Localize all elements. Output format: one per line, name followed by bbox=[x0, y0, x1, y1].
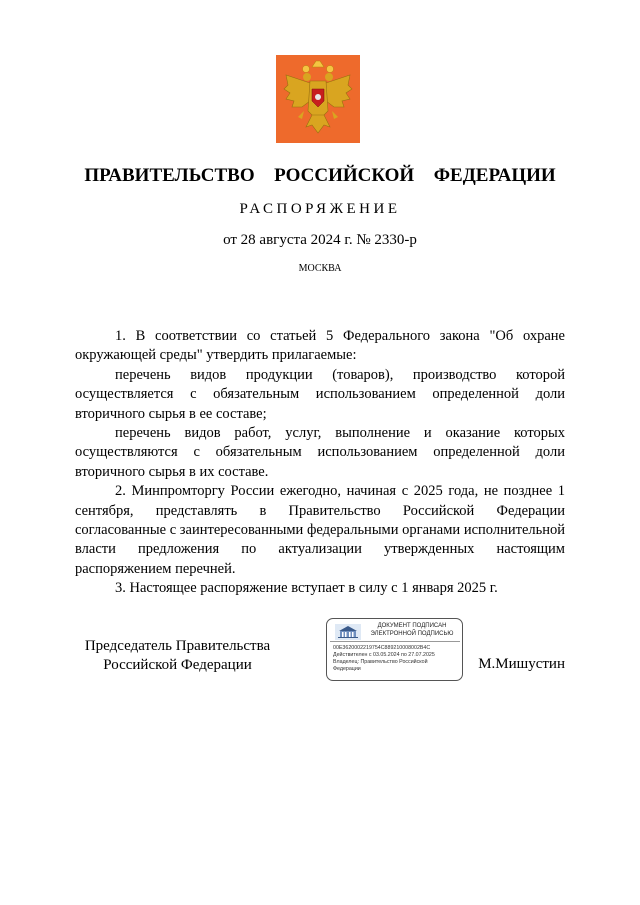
document-body bbox=[75, 327, 565, 599]
stamp-details bbox=[333, 645, 461, 673]
stamp-title-line1: ДОКУМЕНТ ПОДПИСАН bbox=[377, 623, 447, 629]
electronic-signature-stamp bbox=[326, 618, 463, 681]
signatory-name: М.Мишустин bbox=[478, 656, 565, 672]
document-type: РАСПОРЯЖЕНИЕ bbox=[239, 201, 401, 217]
stamp-owner-line2: Федерации bbox=[333, 666, 361, 672]
document-city: МОСКВА bbox=[298, 263, 342, 274]
government-title: ПРАВИТЕЛЬСТВО РОССИЙСКОЙ ФЕДЕРАЦИИ bbox=[84, 165, 556, 186]
document-date-number: от 28 августа 2024 г. № 2330-р bbox=[223, 232, 417, 248]
paragraph-products-list: перечень видов продукции (товаров), производство которой осуществляется с обязательным использованием определенной доли вторичного сырья в ее составе; bbox=[75, 366, 565, 422]
stamp-owner-line1: Владелец: Правительство Российской bbox=[333, 659, 428, 665]
stamp-divider bbox=[330, 641, 460, 642]
stamp-title bbox=[363, 623, 461, 638]
stamp-validity: Действителен с 03.05.2024 по 27.07.2025 bbox=[333, 652, 435, 658]
paragraph-3: 3. Настоящее распоряжение вступает в силу с 1 января 2025 г. bbox=[115, 580, 498, 597]
signatory-position-line1: Председатель Правительства bbox=[84, 638, 271, 654]
paragraph-works-list: перечень видов работ, услуг, выполнение и оказание которых осуществляются с обязательным использованием определенной доли вторичного сырья в их составе. bbox=[75, 425, 565, 480]
signatory-position-line2: Российской Федерации bbox=[103, 657, 252, 673]
paragraph-2: 2. Минпромторгу России ежегодно, начиная с 2025 года, не позднее 1 сентября, представлять в Правительство Российской Федерации согласованные с заинтересованными федеральными органами исполнительной власти предложения по актуализации утвержденных настоящим распоряжением перечней. bbox=[75, 483, 565, 577]
paragraph-1: 1. В соответствии со статьей 5 Федерального закона "Об охране окружающей среды" утвердить прилагаемые: bbox=[75, 328, 565, 364]
coat-of-arms-icon bbox=[276, 55, 360, 143]
building-icon bbox=[335, 624, 361, 640]
stamp-serial: 00E3620002219754C889210008002B4C bbox=[333, 645, 431, 651]
signatory-position bbox=[75, 637, 280, 675]
stamp-title-line2: ЭЛЕКТРОННОЙ ПОДПИСЬЮ bbox=[370, 630, 454, 637]
